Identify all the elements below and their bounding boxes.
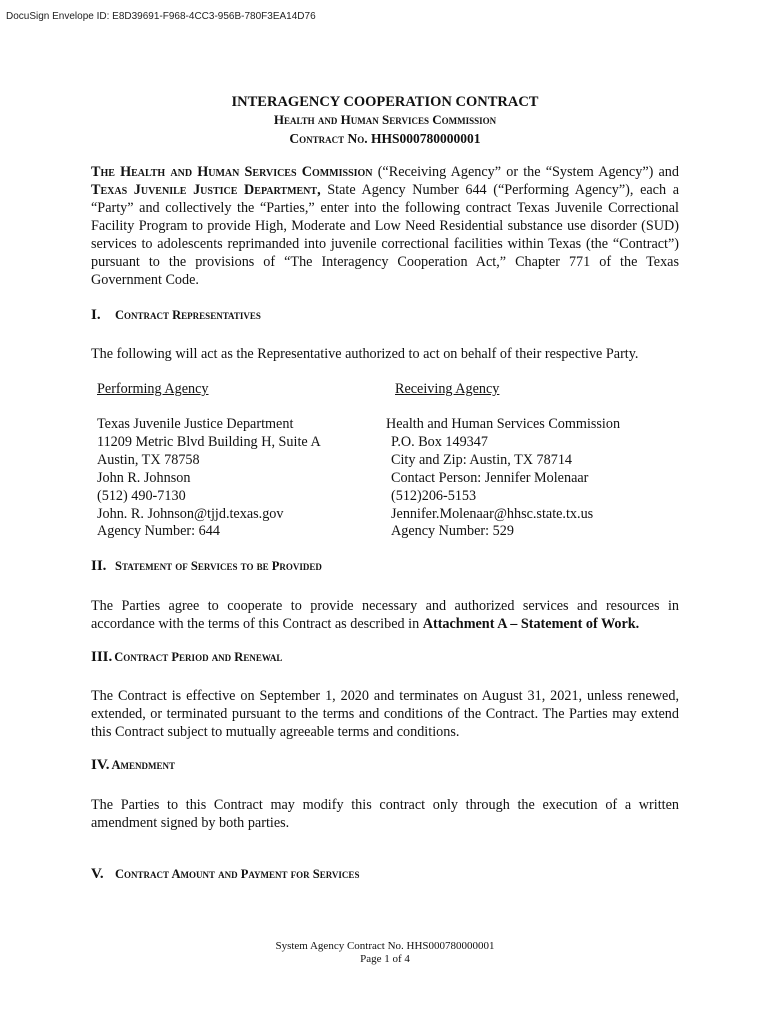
footer-contract-number: System Agency Contract No. HHS000780000001 — [275, 940, 495, 952]
performing-line: (512) 490-7130 — [97, 487, 186, 504]
section-number: II. — [91, 558, 107, 574]
receiving-line: City and Zip: Austin, TX 78714 — [391, 451, 573, 468]
section-title: Contract Amount and Payment for Services — [115, 867, 360, 881]
receiving-line: (512)206-5153 — [391, 487, 477, 504]
performing-line: Austin, TX 78758 — [97, 451, 200, 468]
section-number: IV. — [91, 757, 110, 773]
section-number: I. — [91, 307, 101, 323]
performing-line: 11209 Metric Blvd Building H, Suite A — [97, 433, 321, 450]
performing-line: John R. Johnson — [97, 469, 191, 486]
section-heading-4 — [91, 757, 175, 774]
services-paragraph — [91, 597, 679, 633]
receiving-line: Agency Number: 529 — [391, 523, 514, 540]
section-title: Amendment — [111, 758, 176, 772]
receiving-line: Jennifer.Molenaar@hhsc.state.tx.us — [391, 505, 594, 522]
performing-agency-name: Texas Juvenile Justice Department, — [91, 182, 321, 198]
receiving-agency-heading: Receiving Agency — [395, 381, 500, 397]
contract-number: Contract No. HHS000780000001 — [289, 131, 481, 146]
contract-title: INTERAGENCY COOPERATION CONTRACT — [231, 94, 539, 110]
commission-name: Health and Human Services Commission — [273, 112, 497, 127]
section-heading-3 — [91, 649, 282, 666]
intro-text-1: (“Receiving Agency” or the “System Agency”) and — [372, 164, 679, 180]
intro-paragraph — [91, 163, 679, 289]
footer-page-number: Page 1 of 4 — [360, 953, 410, 965]
attachment-reference: Attachment A – Statement of Work. — [422, 616, 640, 632]
section-number: III. — [91, 649, 113, 665]
amendment-paragraph: The Parties to this Contract may modify this contract only through the execution of a written amendment signed by both parties. — [91, 797, 679, 831]
docusign-envelope-id: DocuSign Envelope ID: E8D39691-F968-4CC3-956B-780F3EA14D76 — [6, 11, 316, 22]
performing-line: Agency Number: 644 — [97, 523, 220, 540]
services-text: The Parties agree to cooperate to provide necessary and authorized services and resources in accordance with the terms of this Contract as described in — [91, 598, 679, 632]
section-heading-1 — [91, 307, 261, 324]
section-title: Contract Period and Renewal — [114, 650, 283, 664]
receiving-line: Contact Person: Jennifer Molenaar — [391, 469, 589, 486]
receiving-line: P.O. Box 149347 — [391, 433, 488, 450]
contract-period-paragraph: The Contract is effective on September 1, 2020 and terminates on August 31, 2021, unless renewed, extended, or terminated pursuant to the terms and conditions of the Contract. The Parties may extend this Contract subject to mutually agreeable terms and conditions. — [91, 688, 679, 740]
performing-agency-details — [97, 416, 321, 541]
section-heading-5 — [91, 866, 359, 883]
receiving-line: Health and Human Services Commission — [386, 416, 621, 432]
representatives-intro: The following will act as the Representative authorized to act on behalf of their respective Party. — [91, 346, 639, 362]
intro-text-2: State Agency Number 644 (“Performing Agency”), each a “Party” and collectively the “Parties,” enter into the following contract Texas Juvenile Correctional Facility Program to provide High, Moderate and Low Need Residential substance use disorder (SUD) services to adolescents reprimanded into juvenile correctional facilities within Texas (the “Contract”) pursuant to the provisions of “The Interagency Cooperation Act,” Chapter 771 of the Texas Government Code. — [91, 182, 680, 288]
receiving-agency-details — [386, 416, 620, 541]
section-number: V. — [91, 866, 104, 882]
section-heading-2 — [91, 558, 322, 575]
performing-line: John. R. Johnson@tjjd.texas.gov — [97, 505, 284, 522]
receiving-agency-name: The Health and Human Services Commission — [91, 164, 373, 180]
performing-agency-heading: Performing Agency — [97, 381, 209, 397]
section-title: Statement of Services to be Provided — [115, 559, 322, 573]
performing-line: Texas Juvenile Justice Department — [97, 416, 294, 432]
section-title: Contract Representatives — [115, 308, 261, 322]
